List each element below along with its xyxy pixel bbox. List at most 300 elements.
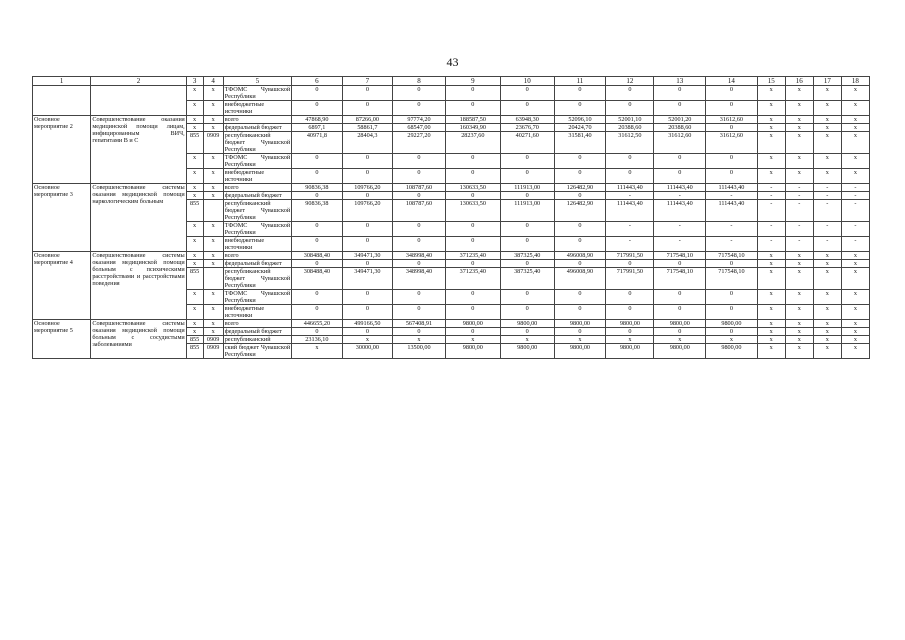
value-cell: - bbox=[757, 222, 785, 237]
value-cell: - bbox=[841, 222, 869, 237]
value-cell: - bbox=[785, 237, 813, 252]
value-cell: 717991,50 bbox=[606, 268, 654, 290]
value-cell: x bbox=[757, 328, 785, 336]
funding-source: всего bbox=[223, 320, 291, 328]
grbs-code: x bbox=[186, 260, 203, 268]
value-cell: x bbox=[757, 132, 785, 154]
value-cell: - bbox=[841, 192, 869, 200]
value-cell: x bbox=[757, 305, 785, 320]
activity-description: Совершенствование оказания медицинской помощи лицам, инфицированным ВИЧ, гепатитами В и С bbox=[91, 116, 186, 184]
section-code: x bbox=[203, 116, 223, 124]
value-cell: 31612,60 bbox=[706, 132, 758, 154]
column-number: 11 bbox=[554, 77, 606, 86]
value-cell: 0 bbox=[393, 169, 446, 184]
value-cell: 0 bbox=[554, 222, 606, 237]
funding-source: внебюджетные источники bbox=[223, 237, 291, 252]
value-cell: 348998,40 bbox=[393, 268, 446, 290]
value-cell: 717548,10 bbox=[654, 268, 706, 290]
funding-source: ский бюджет Чувашской Республики bbox=[224, 344, 291, 358]
header-row bbox=[33, 77, 870, 86]
grbs-code: x bbox=[186, 124, 203, 132]
section-code: x bbox=[203, 222, 223, 237]
value-cell: x bbox=[785, 124, 813, 132]
activity-title: Основное мероприятие 3 bbox=[33, 184, 91, 252]
value-cell: 0 bbox=[445, 305, 500, 320]
section-code: 0909 bbox=[203, 344, 223, 359]
value-cell: 0 bbox=[500, 222, 554, 237]
funding-source: внебюджетные источники bbox=[223, 169, 291, 184]
value-cell: 0 bbox=[554, 328, 606, 336]
value-cell: x bbox=[813, 132, 841, 154]
activity-description bbox=[91, 86, 186, 116]
value-cell: 308488,40 bbox=[292, 252, 342, 260]
value-cell: x bbox=[342, 336, 392, 344]
value-cell: x bbox=[841, 132, 869, 154]
value-cell: x bbox=[841, 344, 869, 359]
value-cell: 0 bbox=[500, 237, 554, 252]
value-cell: 0 bbox=[500, 290, 554, 305]
grbs-code: x bbox=[186, 252, 203, 260]
value-cell: 20424,70 bbox=[554, 124, 606, 132]
value-cell: x bbox=[813, 124, 841, 132]
funding-source: ТФОМС Чувашской Республики bbox=[224, 86, 291, 100]
value-cell: - bbox=[606, 222, 654, 237]
value-cell: x bbox=[813, 116, 841, 124]
value-cell: - bbox=[654, 237, 706, 252]
value-cell: 90836,38 bbox=[292, 184, 342, 192]
section-code: x bbox=[203, 328, 223, 336]
value-cell: x bbox=[785, 252, 813, 260]
value-cell: 348998,40 bbox=[393, 252, 446, 260]
column-number: 2 bbox=[91, 77, 186, 86]
value-cell: x bbox=[813, 101, 841, 116]
value-cell: 0 bbox=[445, 192, 500, 200]
value-cell: 0 bbox=[342, 101, 392, 116]
value-cell: 717548,10 bbox=[706, 252, 758, 260]
value-cell: x bbox=[813, 290, 841, 305]
section-code: x bbox=[203, 290, 223, 305]
value-cell: 109766,20 bbox=[342, 184, 392, 192]
value-cell: x bbox=[841, 124, 869, 132]
value-cell: 0 bbox=[342, 237, 392, 252]
value-cell: 0 bbox=[554, 101, 606, 116]
value-cell: x bbox=[841, 336, 869, 344]
value-cell: 9800,00 bbox=[654, 344, 706, 359]
section-code: x bbox=[203, 184, 223, 192]
value-cell: 0 bbox=[393, 237, 446, 252]
value-cell: 0 bbox=[654, 305, 706, 320]
value-cell: 0 bbox=[654, 328, 706, 336]
value-cell: x bbox=[841, 101, 869, 116]
value-cell: 0 bbox=[654, 290, 706, 305]
value-cell: 63948,30 bbox=[500, 116, 554, 124]
funding-source: республиканский бюджет Чувашской Республики bbox=[224, 132, 291, 153]
page-number: 43 bbox=[446, 55, 459, 69]
value-cell: 0 bbox=[342, 260, 392, 268]
value-cell: 111443,40 bbox=[606, 184, 654, 192]
table-row bbox=[33, 320, 870, 328]
value-cell: 0 bbox=[393, 154, 446, 169]
value-cell: 0 bbox=[500, 328, 554, 336]
value-cell: 0 bbox=[292, 237, 342, 252]
value-cell: x bbox=[785, 169, 813, 184]
funding-source: федеральный бюджет bbox=[223, 260, 291, 268]
value-cell: - bbox=[757, 192, 785, 200]
value-cell: 371235,40 bbox=[445, 252, 500, 260]
value-cell: x bbox=[785, 132, 813, 154]
value-cell: 0 bbox=[654, 86, 706, 101]
value-cell: 0 bbox=[654, 260, 706, 268]
value-cell: - bbox=[785, 222, 813, 237]
value-cell: 0 bbox=[393, 222, 446, 237]
value-cell: 387325,40 bbox=[500, 252, 554, 260]
value-cell: 68547,00 bbox=[393, 124, 446, 132]
value-cell: 0 bbox=[606, 260, 654, 268]
value-cell: 9800,00 bbox=[706, 320, 758, 328]
value-cell: 0 bbox=[342, 86, 392, 101]
value-cell: - bbox=[757, 237, 785, 252]
value-cell: x bbox=[785, 101, 813, 116]
value-cell: 0 bbox=[393, 328, 446, 336]
column-number: 16 bbox=[785, 77, 813, 86]
value-cell: 52096,10 bbox=[554, 116, 606, 124]
value-cell: 111913,00 bbox=[500, 200, 554, 222]
value-cell: x bbox=[841, 290, 869, 305]
value-cell: 0 bbox=[554, 154, 606, 169]
value-cell: 0 bbox=[706, 290, 758, 305]
value-cell: 0 bbox=[606, 305, 654, 320]
section-code: 0909 bbox=[203, 132, 223, 154]
value-cell: 20388,60 bbox=[606, 124, 654, 132]
section-code: x bbox=[203, 192, 223, 200]
funding-source: ТФОМС Чувашской Республики bbox=[224, 290, 291, 304]
section-code: x bbox=[203, 169, 223, 184]
value-cell: x bbox=[813, 320, 841, 328]
section-code: x bbox=[203, 101, 223, 116]
value-cell: - bbox=[813, 222, 841, 237]
section-code: x bbox=[203, 320, 223, 328]
value-cell: - bbox=[813, 192, 841, 200]
section-code bbox=[203, 200, 223, 222]
value-cell: x bbox=[841, 260, 869, 268]
section-code: x bbox=[203, 237, 223, 252]
value-cell: x bbox=[445, 336, 500, 344]
value-cell: 0 bbox=[654, 169, 706, 184]
value-cell: 9800,00 bbox=[554, 320, 606, 328]
column-number: 4 bbox=[203, 77, 223, 86]
value-cell: 0 bbox=[292, 86, 342, 101]
value-cell: 9800,00 bbox=[606, 344, 654, 359]
value-cell: 0 bbox=[292, 305, 342, 320]
column-number: 8 bbox=[393, 77, 446, 86]
value-cell: 0 bbox=[292, 154, 342, 169]
value-cell: 0 bbox=[500, 192, 554, 200]
value-cell: 47868,90 bbox=[292, 116, 342, 124]
funding-source: ТФОМС Чувашской Республики bbox=[224, 222, 291, 236]
value-cell: 126482,90 bbox=[554, 200, 606, 222]
value-cell: 0 bbox=[554, 192, 606, 200]
value-cell: 0 bbox=[445, 290, 500, 305]
value-cell: x bbox=[785, 344, 813, 359]
grbs-code: 855 bbox=[186, 132, 203, 154]
value-cell: 0 bbox=[554, 290, 606, 305]
value-cell: 0 bbox=[500, 260, 554, 268]
value-cell: 0 bbox=[706, 260, 758, 268]
value-cell: 9800,00 bbox=[500, 320, 554, 328]
value-cell: 371235,40 bbox=[445, 268, 500, 290]
value-cell: 0 bbox=[445, 328, 500, 336]
value-cell: 9800,00 bbox=[654, 320, 706, 328]
value-cell: x bbox=[813, 154, 841, 169]
value-cell: 6897,1 bbox=[292, 124, 342, 132]
value-cell: 0 bbox=[445, 86, 500, 101]
value-cell: 0 bbox=[292, 222, 342, 237]
value-cell: 349471,30 bbox=[342, 252, 392, 260]
value-cell: 58861,7 bbox=[342, 124, 392, 132]
value-cell: x bbox=[785, 290, 813, 305]
value-cell: x bbox=[841, 252, 869, 260]
value-cell: x bbox=[757, 116, 785, 124]
value-cell: 0 bbox=[342, 305, 392, 320]
value-cell: 496008,90 bbox=[554, 268, 606, 290]
grbs-code: x bbox=[186, 237, 203, 252]
value-cell: - bbox=[841, 184, 869, 192]
value-cell: x bbox=[785, 154, 813, 169]
value-cell: 31612,50 bbox=[606, 132, 654, 154]
value-cell: 0 bbox=[554, 237, 606, 252]
value-cell: 23136,10 bbox=[292, 336, 342, 344]
value-cell: 90836,38 bbox=[292, 200, 342, 222]
value-cell: - bbox=[706, 192, 758, 200]
funding-source: федеральный бюджет bbox=[223, 192, 291, 200]
funding-source: всего bbox=[223, 252, 291, 260]
value-cell: 0 bbox=[445, 169, 500, 184]
value-cell: 0 bbox=[393, 290, 446, 305]
value-cell: 0 bbox=[606, 86, 654, 101]
value-cell: 0 bbox=[654, 101, 706, 116]
column-number: 9 bbox=[445, 77, 500, 86]
value-cell: 0 bbox=[292, 101, 342, 116]
value-cell: x bbox=[785, 268, 813, 290]
value-cell: 0 bbox=[342, 328, 392, 336]
value-cell: - bbox=[785, 192, 813, 200]
value-cell: x bbox=[757, 101, 785, 116]
activity-description: Совершенствование системы оказания медицинской помощи больным с сосудистыми заболеваниями bbox=[91, 320, 186, 359]
value-cell: 0 bbox=[606, 101, 654, 116]
value-cell: 0 bbox=[606, 154, 654, 169]
value-cell: 0 bbox=[445, 101, 500, 116]
value-cell: x bbox=[813, 252, 841, 260]
value-cell: 0 bbox=[706, 101, 758, 116]
value-cell: 9800,00 bbox=[554, 344, 606, 359]
column-number: 15 bbox=[757, 77, 785, 86]
funding-source: всего bbox=[223, 184, 291, 192]
value-cell: 9800,00 bbox=[445, 344, 500, 359]
value-cell: 111443,40 bbox=[706, 184, 758, 192]
value-cell: x bbox=[841, 116, 869, 124]
value-cell: x bbox=[841, 169, 869, 184]
value-cell: x bbox=[841, 154, 869, 169]
value-cell: 0 bbox=[292, 328, 342, 336]
value-cell: 0 bbox=[393, 260, 446, 268]
grbs-code: x bbox=[186, 192, 203, 200]
funding-source: федеральный бюджет bbox=[223, 124, 291, 132]
grbs-code: x bbox=[186, 290, 203, 305]
column-number: 13 bbox=[654, 77, 706, 86]
value-cell: x bbox=[757, 86, 785, 101]
column-number: 18 bbox=[841, 77, 869, 86]
value-cell: 188587,50 bbox=[445, 116, 500, 124]
value-cell: 40971,8 bbox=[292, 132, 342, 154]
value-cell: 160349,90 bbox=[445, 124, 500, 132]
grbs-code: x bbox=[186, 86, 203, 101]
grbs-code: x bbox=[186, 101, 203, 116]
value-cell: 0 bbox=[500, 169, 554, 184]
grbs-code: 855 bbox=[186, 336, 203, 344]
value-cell: 31612,60 bbox=[706, 116, 758, 124]
value-cell: x bbox=[706, 336, 758, 344]
grbs-code: 855 bbox=[186, 344, 203, 359]
funding-source: всего bbox=[223, 116, 291, 124]
value-cell: 126482,90 bbox=[554, 184, 606, 192]
value-cell: - bbox=[606, 237, 654, 252]
funding-source: республиканский бюджет Чувашской Республики bbox=[224, 268, 291, 289]
column-number: 1 bbox=[33, 77, 91, 86]
funding-source: ТФОМС Чувашской Республики bbox=[224, 154, 291, 168]
value-cell: x bbox=[785, 260, 813, 268]
table-row bbox=[33, 86, 870, 101]
value-cell: x bbox=[757, 154, 785, 169]
value-cell: 0 bbox=[292, 169, 342, 184]
grbs-code: x bbox=[186, 184, 203, 192]
value-cell: x bbox=[841, 268, 869, 290]
value-cell: x bbox=[785, 305, 813, 320]
value-cell: x bbox=[785, 336, 813, 344]
value-cell: 9800,00 bbox=[606, 320, 654, 328]
value-cell: 717548,10 bbox=[706, 268, 758, 290]
value-cell: x bbox=[841, 320, 869, 328]
value-cell: 717991,50 bbox=[606, 252, 654, 260]
value-cell: 0 bbox=[554, 260, 606, 268]
value-cell: x bbox=[813, 268, 841, 290]
value-cell: 97774,20 bbox=[393, 116, 446, 124]
value-cell: x bbox=[813, 260, 841, 268]
grbs-code: x bbox=[186, 328, 203, 336]
value-cell: x bbox=[841, 86, 869, 101]
section-code: x bbox=[203, 252, 223, 260]
value-cell: 0 bbox=[706, 328, 758, 336]
column-number: 12 bbox=[606, 77, 654, 86]
table-row bbox=[33, 116, 870, 124]
value-cell: 0 bbox=[445, 237, 500, 252]
activity-description: Совершенствование системы оказания медицинской помощи наркологическим больным bbox=[91, 184, 186, 252]
value-cell: 0 bbox=[445, 154, 500, 169]
value-cell: x bbox=[757, 336, 785, 344]
value-cell: 0 bbox=[706, 154, 758, 169]
value-cell: 52001,10 bbox=[606, 116, 654, 124]
value-cell: 0 bbox=[706, 169, 758, 184]
value-cell: 13500,00 bbox=[393, 344, 446, 359]
value-cell: - bbox=[757, 200, 785, 222]
section-code bbox=[203, 268, 223, 290]
value-cell: 0 bbox=[342, 192, 392, 200]
value-cell: 567408,91 bbox=[393, 320, 446, 328]
value-cell: 108787,60 bbox=[393, 200, 446, 222]
activity-title bbox=[33, 86, 91, 116]
value-cell: 0 bbox=[706, 86, 758, 101]
grbs-code: x bbox=[186, 222, 203, 237]
table-row bbox=[33, 252, 870, 260]
value-cell: 111443,40 bbox=[654, 184, 706, 192]
value-cell: x bbox=[813, 336, 841, 344]
value-cell: x bbox=[757, 260, 785, 268]
value-cell: 0 bbox=[445, 260, 500, 268]
grbs-code: x bbox=[186, 154, 203, 169]
value-cell: 0 bbox=[393, 305, 446, 320]
value-cell: x bbox=[785, 320, 813, 328]
value-cell: 0 bbox=[342, 222, 392, 237]
value-cell: 40271,60 bbox=[500, 132, 554, 154]
grbs-code: x bbox=[186, 320, 203, 328]
value-cell: x bbox=[757, 124, 785, 132]
column-number: 17 bbox=[813, 77, 841, 86]
activity-description: Совершенствование системы оказания медицинской помощи больным с психическими расстройствами и расстройствами поведения bbox=[91, 252, 186, 320]
value-cell: 130633,50 bbox=[445, 200, 500, 222]
column-number: 3 bbox=[186, 77, 203, 86]
section-code: x bbox=[203, 86, 223, 101]
value-cell: - bbox=[813, 184, 841, 192]
value-cell: x bbox=[292, 344, 342, 359]
value-cell: 111443,40 bbox=[654, 200, 706, 222]
value-cell: 109766,20 bbox=[342, 200, 392, 222]
column-number: 7 bbox=[342, 77, 392, 86]
value-cell: x bbox=[813, 328, 841, 336]
value-cell: 9800,00 bbox=[445, 320, 500, 328]
value-cell: 28404,3 bbox=[342, 132, 392, 154]
value-cell: 23676,70 bbox=[500, 124, 554, 132]
column-number: 10 bbox=[500, 77, 554, 86]
section-code: x bbox=[203, 154, 223, 169]
funding-source: республиканский бюджет Чувашской Республики bbox=[224, 200, 291, 221]
value-cell: - bbox=[706, 222, 758, 237]
value-cell: - bbox=[606, 192, 654, 200]
value-cell: 0 bbox=[342, 169, 392, 184]
value-cell: 0 bbox=[606, 169, 654, 184]
value-cell: 0 bbox=[445, 222, 500, 237]
funding-source: республиканский bbox=[223, 336, 291, 344]
value-cell: - bbox=[841, 237, 869, 252]
section-code: x bbox=[203, 260, 223, 268]
value-cell: 9800,00 bbox=[500, 344, 554, 359]
budget-table bbox=[32, 76, 870, 359]
value-cell: x bbox=[757, 268, 785, 290]
value-cell: x bbox=[813, 305, 841, 320]
value-cell: x bbox=[500, 336, 554, 344]
value-cell: 0 bbox=[606, 290, 654, 305]
value-cell: 111443,40 bbox=[606, 200, 654, 222]
value-cell: 29227,20 bbox=[393, 132, 446, 154]
value-cell: 0 bbox=[654, 154, 706, 169]
value-cell: - bbox=[813, 200, 841, 222]
grbs-code: x bbox=[186, 305, 203, 320]
value-cell: x bbox=[554, 336, 606, 344]
column-number: 14 bbox=[706, 77, 758, 86]
activity-title: Основное мероприятие 4 bbox=[33, 252, 91, 320]
value-cell: 0 bbox=[342, 290, 392, 305]
value-cell: - bbox=[813, 237, 841, 252]
value-cell: 52001,20 bbox=[654, 116, 706, 124]
value-cell: x bbox=[841, 328, 869, 336]
